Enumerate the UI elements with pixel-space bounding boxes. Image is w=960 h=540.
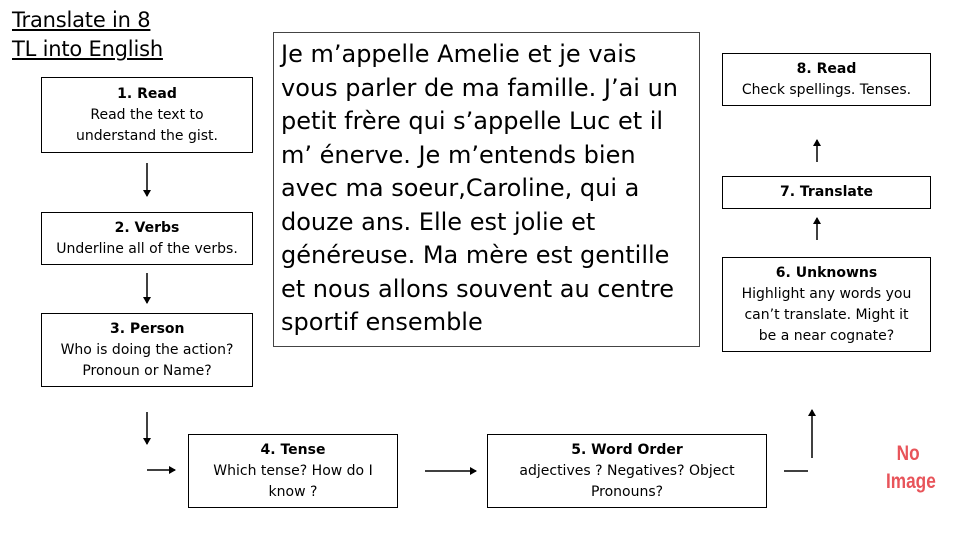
step-5-heading: 5. Word Order	[571, 441, 683, 458]
no-image-placeholder	[886, 440, 936, 496]
step-2-text: Underline all of the verbs.	[56, 240, 238, 257]
title-line-2: TL into English	[12, 37, 163, 61]
step-8-heading: 8. Read	[796, 60, 857, 77]
step-2-heading: 2. Verbs	[114, 219, 180, 236]
step-5-text: adjectives ? Negatives? Object Pronouns?	[519, 462, 735, 500]
step-3-line-2: Pronoun or Name?	[82, 362, 212, 379]
title-line-1: Translate in 8	[12, 8, 151, 32]
step-7-heading: 7. Translate	[779, 184, 874, 200]
no-image-line-2: Image	[886, 470, 936, 493]
french-passage-text: Je m’appelle Amelie et je vais vous parler de ma famille. J’ai un petit frère qui s’appelle Luc et il m’ énerve. Je m’entends bien avec ma soeur,Caroline, qui a douze ans. Elle est jolie et généreuse. Ma mère est gentille et nous allons souvent au centre sportif ensemble	[281, 40, 679, 336]
step-1-text: Read the text to understand the gist.	[75, 106, 218, 144]
step-3-heading: 3. Person	[110, 320, 185, 337]
step-4-text: Which tense? How do I know ?	[213, 462, 373, 500]
no-image-line-1: No	[896, 442, 920, 465]
step-6-heading: 6. Unknowns	[775, 264, 878, 281]
step-1-heading: 1. Read	[117, 85, 177, 102]
step-8-text: Check spellings. Tenses.	[741, 81, 912, 98]
step-6-text: Highlight any words you can’t translate. Might it be a near cognate?	[741, 285, 912, 344]
step-3-line-1: Who is doing the action?	[60, 341, 234, 358]
step-4-heading: 4. Tense	[260, 441, 326, 458]
